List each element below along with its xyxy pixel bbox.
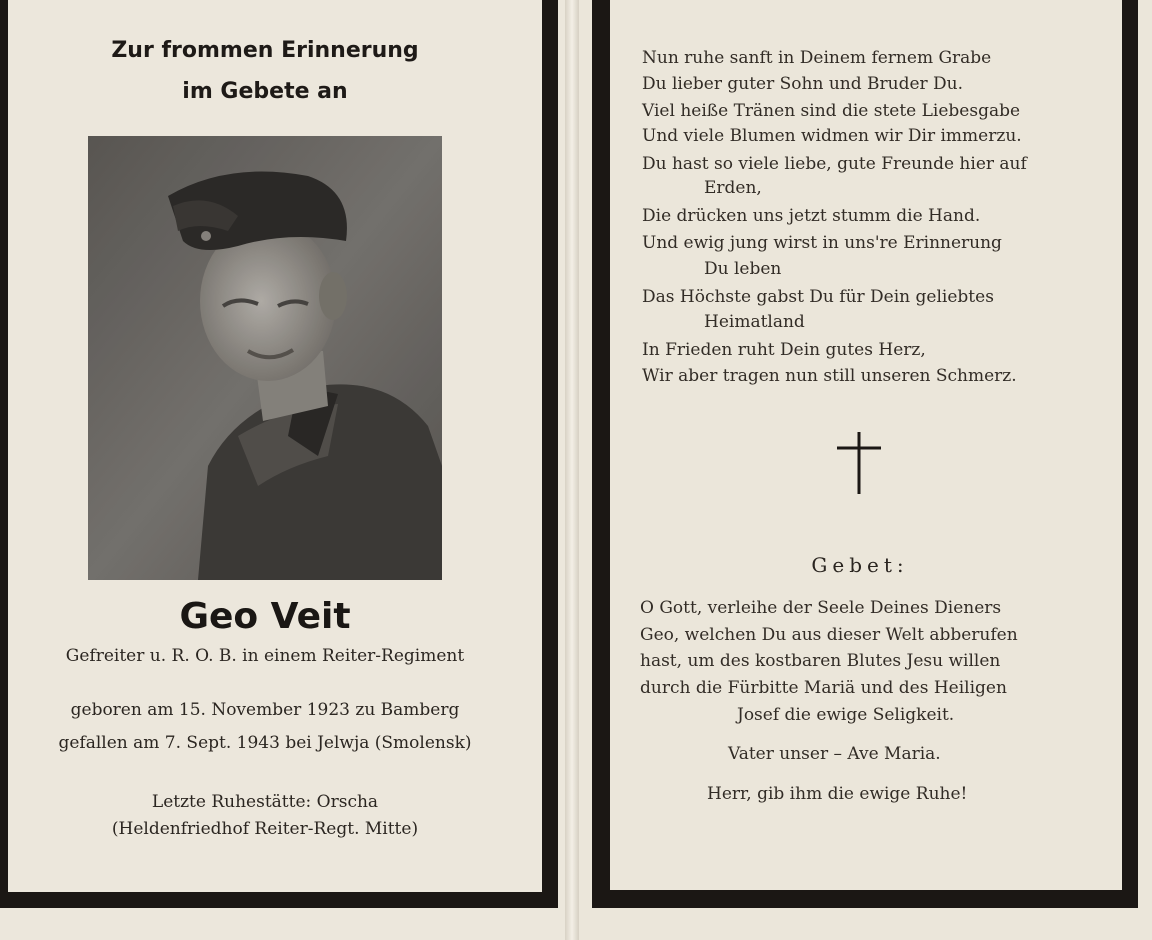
poem-line: Die drücken uns jetzt stumm die Hand. [642,206,981,226]
poem-line: Du hast so viele liebe, gute Freunde hier auf [642,154,1027,174]
poem-line: Du lieber guter Sohn und Bruder Du. [642,74,964,94]
prayer-line: Josef die ewige Seligkeit. [737,705,955,725]
poem-line: In Frieden ruht Dein gutes Herz, [642,340,926,360]
poem-line: Viel heiße Tränen sind die stete Liebesgabe [642,101,1021,121]
resting-place: Letzte Ruhestätte: Orscha [151,792,379,812]
prayer-line: hast, um des kostbaren Blutes Jesu willen [640,651,1001,671]
poem-line: Und ewig jung wirst in uns're Erinnerung [642,233,1002,253]
heading-line-1: Zur frommen Erinnerung [111,38,419,63]
cross-icon [834,430,884,496]
poem-line: Und viele Blumen widmen wir Dir immerzu. [642,126,1022,146]
prayer-closing: Herr, gib ihm die ewige Ruhe! [707,784,968,804]
poem-line: Du leben [704,259,782,279]
birth-date-line: geboren am 15. November 1923 zu Bamberg [70,700,460,720]
cemetery-name: (Heldenfriedhof Reiter-Regt. Mitte) [111,819,419,839]
poem-line: Heimatland [704,312,805,332]
prayer-title: Gebet: [811,553,909,577]
card-fold [565,0,579,940]
death-date-line: gefallen am 7. Sept. 1943 bei Jelwja (Smolensk) [58,733,472,753]
poem-line: Das Höchste gabst Du für Dein geliebtes [642,287,994,307]
military-rank: Gefreiter u. R. O. B. in einem Reiter-Regiment [65,646,465,666]
deceased-name: Geo Veit [179,596,351,637]
poem-line: Erden, [704,178,762,198]
prayer-closing: Vater unser – Ave Maria. [728,744,941,764]
prayer-line: O Gott, verleihe der Seele Deines Dieners [640,598,1002,618]
poem-line: Wir aber tragen nun still unseren Schmerz. [642,366,1017,386]
prayer-line: durch die Fürbitte Mariä und des Heiligen [640,678,1007,698]
soldier-portrait [88,136,442,580]
prayer-line: Geo, welchen Du aus dieser Welt abberufen [640,625,1018,645]
heading-line-2: im Gebete an [182,79,348,104]
poem-line: Nun ruhe sanft in Deinem fernem Grabe [642,48,992,68]
